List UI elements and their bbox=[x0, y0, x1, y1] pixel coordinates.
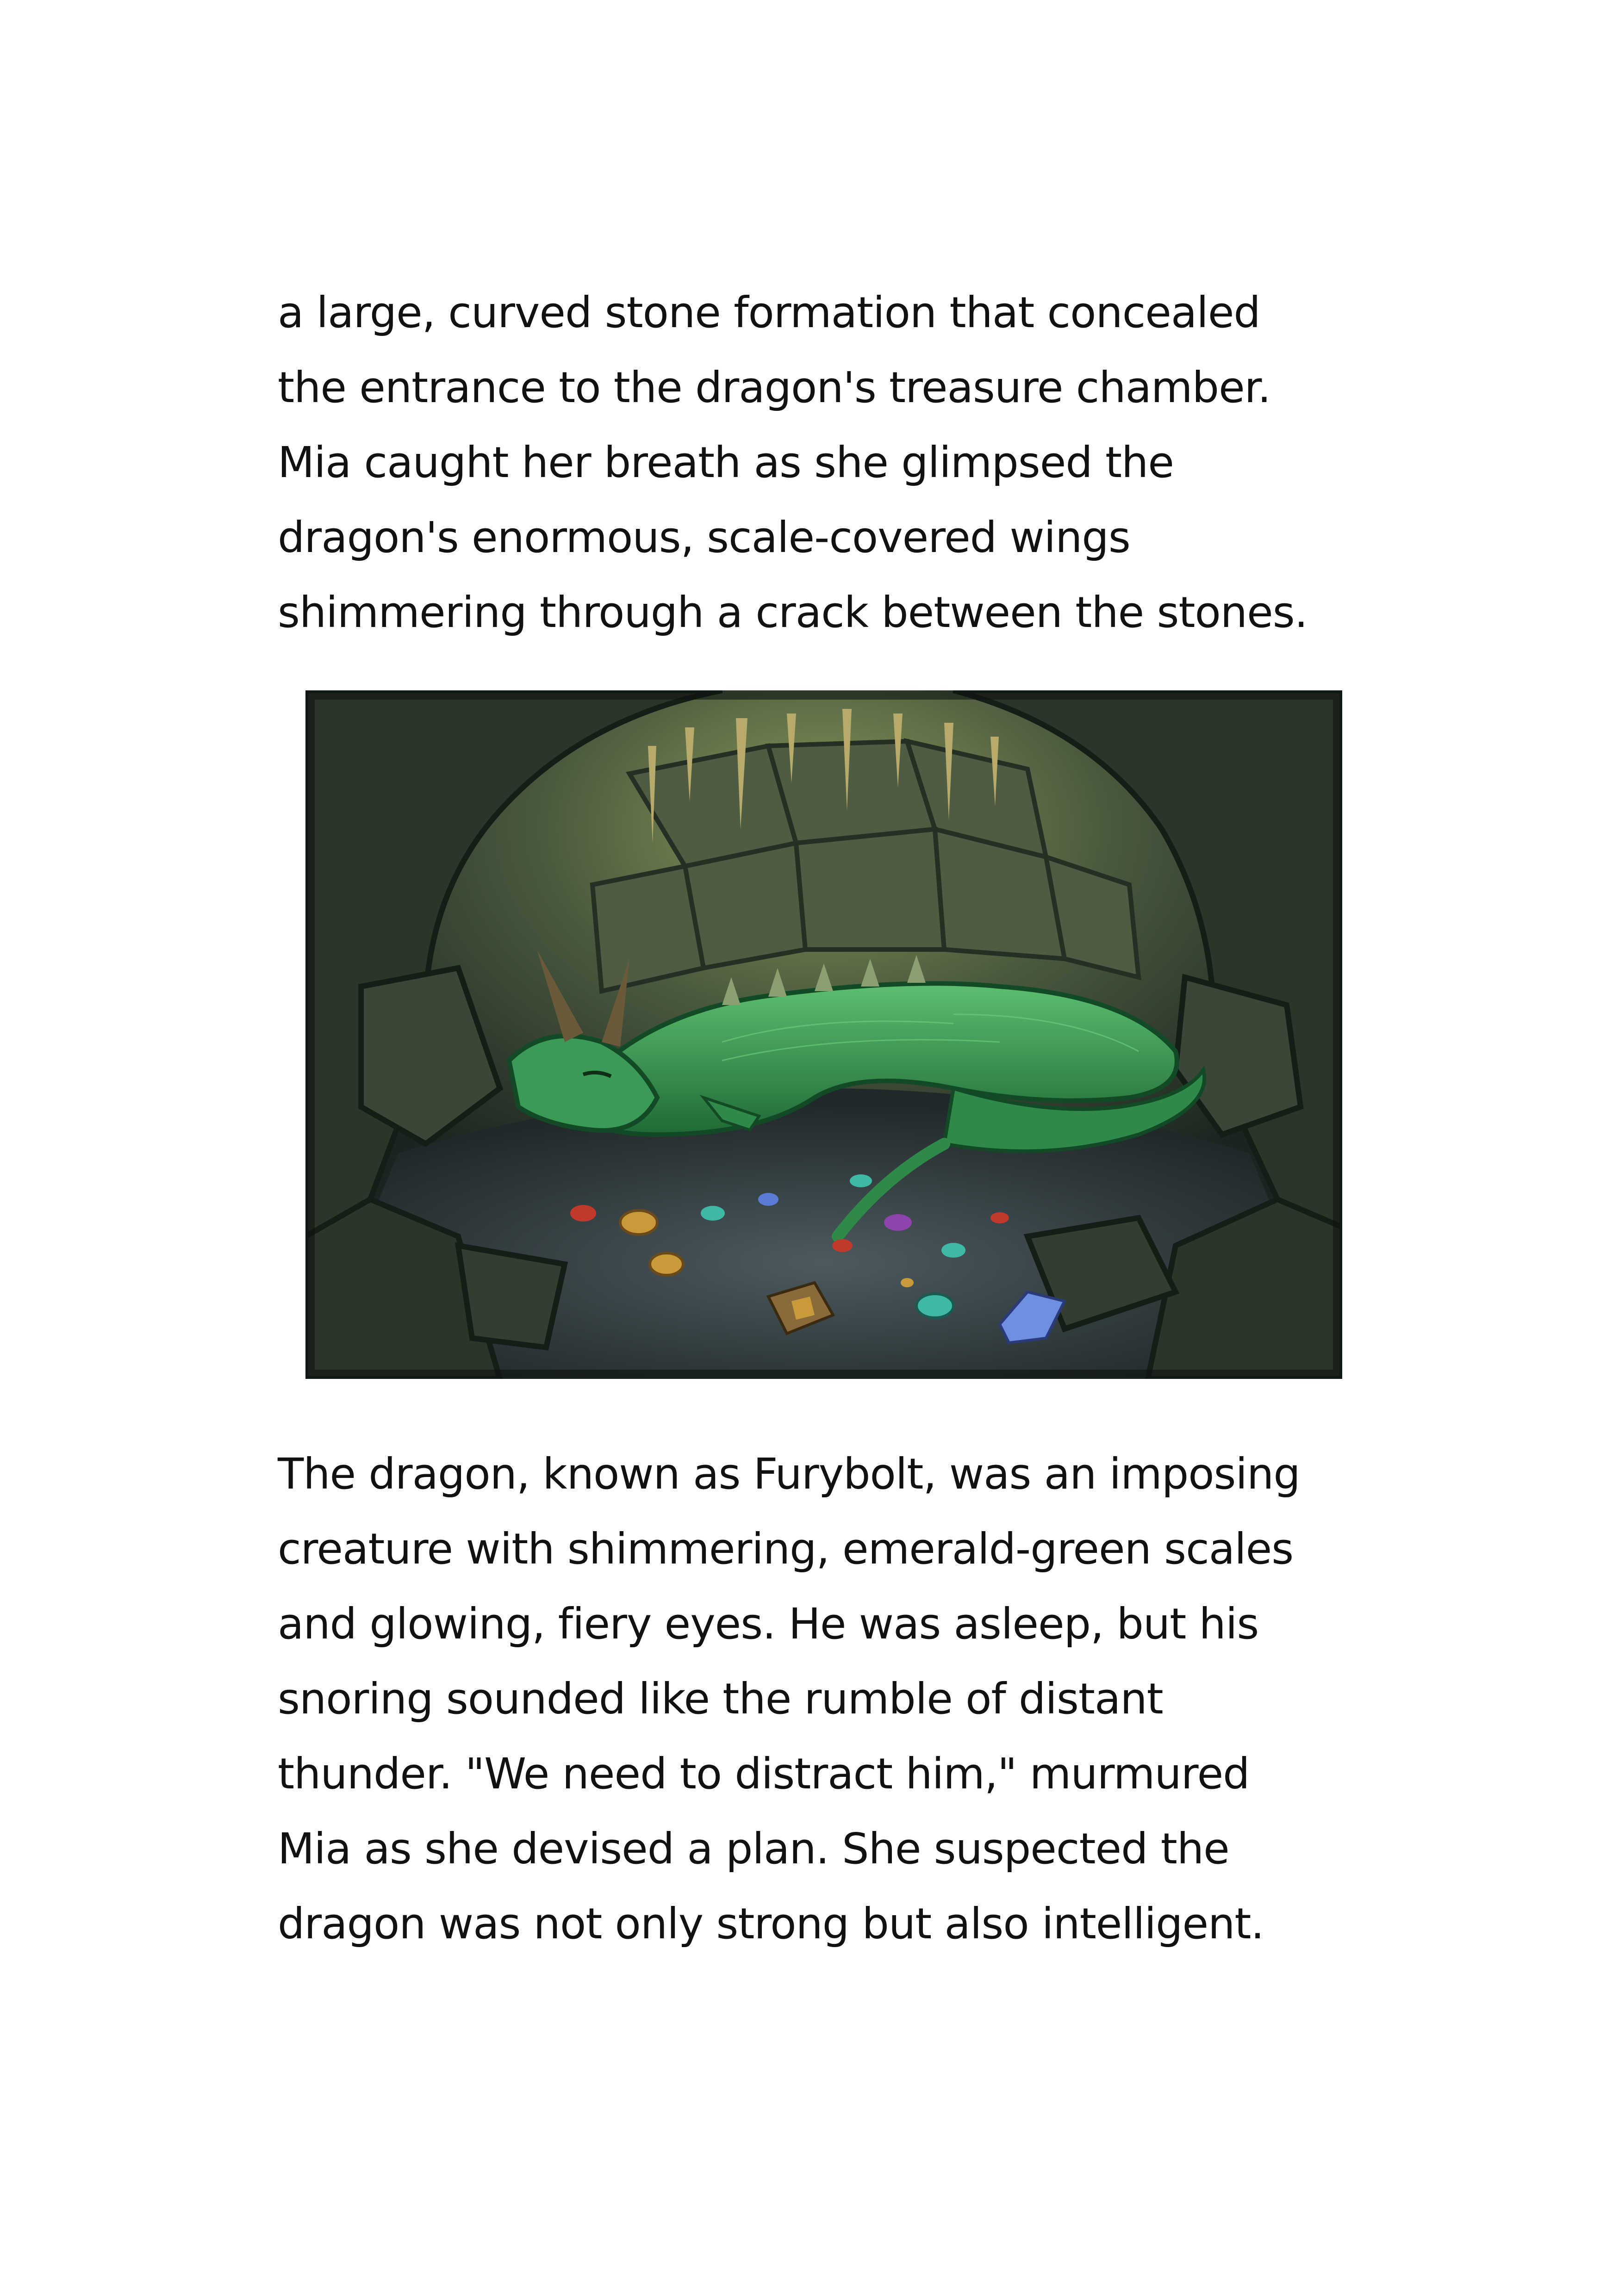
paragraph-2 bbox=[278, 1437, 1389, 1961]
paragraph-2-line: thunder. "We need to distract him," murmured bbox=[278, 1749, 1250, 1799]
paragraph-1 bbox=[278, 275, 1389, 650]
paragraph-2-line: Mia as she devised a plan. She suspected the bbox=[278, 1824, 1229, 1874]
paragraph-1-line: shimmering through a crack between the stones. bbox=[278, 588, 1308, 637]
paragraph-1-line: Mia caught her breath as she glimpsed the bbox=[278, 438, 1174, 487]
paragraph-2-line: The dragon, known as Furybolt, was an imposing bbox=[278, 1449, 1300, 1499]
dragon-cave-illustration bbox=[305, 690, 1342, 1379]
paragraph-1-line: dragon's enormous, scale-covered wings bbox=[278, 513, 1130, 562]
dragon-cave-artwork bbox=[305, 690, 1342, 1379]
paragraph-1-line: a large, curved stone formation that concealed bbox=[278, 288, 1260, 337]
paragraph-2-line: snoring sounded like the rumble of distant bbox=[278, 1674, 1163, 1724]
paragraph-2-line: creature with shimmering, emerald-green scales bbox=[278, 1524, 1294, 1574]
paragraph-2-line: and glowing, fiery eyes. He was asleep, but his bbox=[278, 1599, 1259, 1649]
paragraph-1-line: the entrance to the dragon's treasure chamber. bbox=[278, 363, 1271, 412]
paragraph-2-line: dragon was not only strong but also intelligent. bbox=[278, 1899, 1264, 1948]
